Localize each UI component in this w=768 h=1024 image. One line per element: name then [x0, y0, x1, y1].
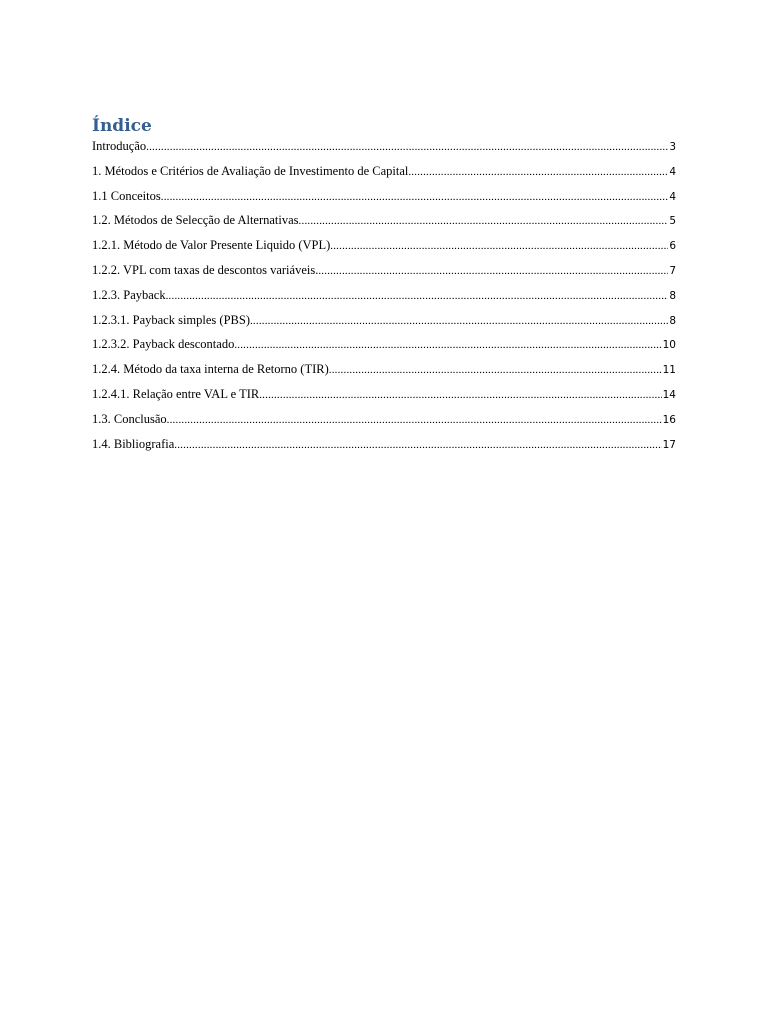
toc-entry-label: 1.4. Bibliografia: [92, 436, 175, 451]
toc-entry-label: 1.2.2. VPL com taxas de descontos variáveis.: [92, 262, 319, 277]
toc-entry[interactable]: [92, 336, 676, 352]
toc-entry-label: 1.2. Métodos de Selecção de Alternativas: [92, 213, 299, 228]
table-of-contents: [92, 138, 676, 452]
toc-dot-leader: [318, 263, 668, 278]
toc-page-number: 10: [662, 339, 676, 352]
toc-dot-leader: [146, 139, 668, 154]
toc-page-number: 8: [669, 314, 676, 327]
toc-entry-label: 1.2.4.1. Relação entre VAL e TIR: [92, 386, 260, 401]
toc-entry-label: Introdução: [92, 139, 147, 153]
toc-dot-leader: [161, 189, 669, 204]
toc-entry[interactable]: [92, 436, 676, 452]
toc-entry[interactable]: [92, 262, 676, 278]
toc-page-number: 17: [662, 438, 676, 451]
toc-entry[interactable]: [92, 212, 676, 228]
toc-entry-label: 1.2.4. Método da taxa interna de Retorno (TIR): [92, 362, 329, 377]
toc-title: Índice: [92, 116, 152, 136]
toc-entry-label: 1. Métodos e Critérios de Avaliação de Investimento de Capital: [92, 163, 409, 178]
toc-dot-leader: [234, 337, 661, 352]
toc-entry-label: 1.2.3. Payback: [92, 287, 166, 302]
toc-entry-label: 1.2.1. Método de Valor Presente Liquido (VPL): [92, 238, 331, 253]
toc-entry[interactable]: [92, 361, 676, 377]
toc-entry[interactable]: [92, 386, 676, 402]
toc-entry[interactable]: [92, 163, 676, 179]
toc-page-number: 11: [662, 364, 676, 377]
toc-dot-leader: [167, 412, 662, 427]
toc-entry[interactable]: [92, 312, 676, 328]
toc-dot-leader: [299, 213, 669, 228]
toc-entry[interactable]: [92, 138, 676, 154]
toc-page-number: 5: [669, 215, 676, 228]
toc-entry-label: 1.1 Conceitos: [92, 188, 161, 203]
toc-entry[interactable]: [92, 237, 676, 253]
toc-dot-leader: [259, 387, 661, 402]
toc-dot-leader: [408, 164, 668, 179]
toc-entry-label: 1.3. Conclusão: [92, 411, 167, 426]
toc-dot-leader: [250, 313, 668, 328]
toc-dot-leader: [174, 437, 661, 452]
toc-entry[interactable]: [92, 411, 676, 427]
toc-page-number: 4: [669, 165, 676, 178]
toc-dot-leader: [166, 288, 669, 303]
toc-page-number: 4: [669, 190, 676, 203]
toc-page-number: 16: [662, 413, 676, 426]
toc-entry-label: 1.2.3.1. Payback simples (PBS): [92, 312, 250, 327]
toc-page-number: 6: [669, 240, 676, 253]
toc-dot-leader: [329, 362, 662, 377]
toc-page-number: 8: [669, 289, 676, 302]
toc-entry[interactable]: [92, 188, 676, 204]
toc-dot-leader: [330, 238, 668, 253]
toc-page-number: 3: [669, 141, 676, 153]
toc-page-number: 14: [662, 388, 676, 401]
toc-entry-label: 1.2.3.2. Payback descontado: [92, 337, 235, 352]
toc-page-number: 7: [669, 264, 676, 277]
toc-entry[interactable]: [92, 287, 676, 303]
